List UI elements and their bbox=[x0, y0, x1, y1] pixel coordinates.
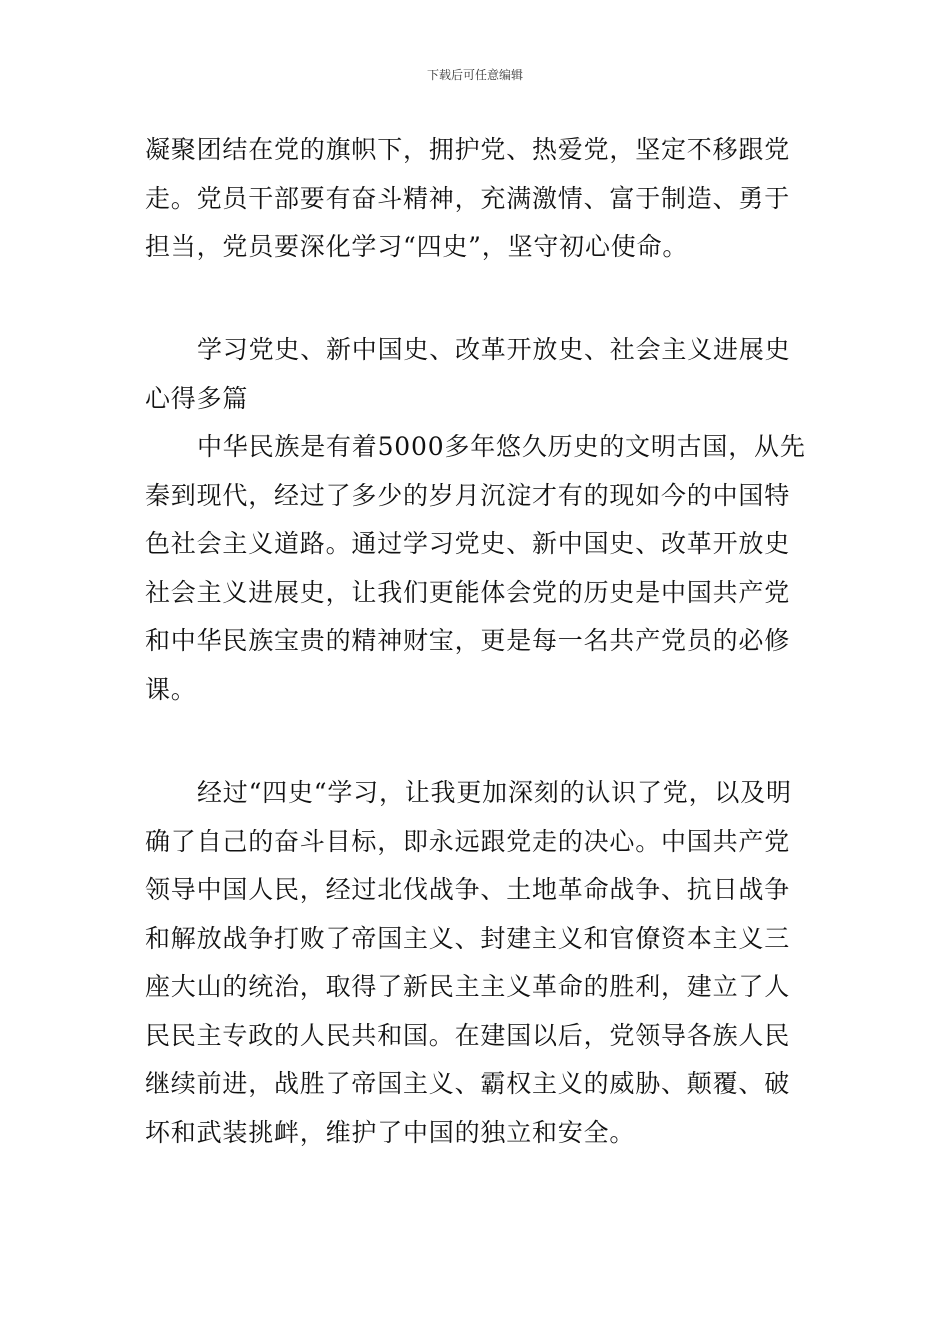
paragraph-text: 经过“四史“学习，让我更加深刻的认识了党，以及明确了自己的奋斗目标，即永远跟党走的决心。中国共产党领导中国人民，经过北伐战争、土地革命战争、抗日战争和解放战争打败了帝国主义、封建主义和官僚资本主义三座大山的统治，取得了新民主主义革命的胜利，建立了人民民主专政的人民共和国。在建国以后，党领导各族人民继续前进，战胜了帝国主义、霸权主义的威胁、颠覆、破坏和武装挑衅，维护了中国的独立和安全。 bbox=[145, 778, 792, 1147]
section-title bbox=[145, 326, 810, 423]
paragraph-text: 中华民族是有着5000多年悠久历史的文明古国，从先秦到现代，经过了多少的岁月沉淀才有的现如今的中国特色社会主义道路。通过学习党史、新中国史、改革开放史社会主义进展史，让我们更能体会党的历史是中国共产党和中华民族宝贵的精神财宝，更是每一名共产党员的必修课。 bbox=[145, 432, 806, 704]
paragraph-text: 凝聚团结在党的旗帜下，拥护党、热爱党，坚定不移跟党走。党员干部要有奋斗精神，充满激情、富于制造、勇于担当，党员要深化学习“四史”，坚守初心使命。 bbox=[145, 135, 791, 261]
page-header-note: 下载后可任意编辑 bbox=[426, 68, 523, 82]
paragraph-continuation bbox=[145, 126, 810, 272]
section-title-text: 学习党史、新中国史、改革开放史、社会主义进展史心得多篇 bbox=[145, 335, 791, 413]
paragraph-body bbox=[145, 769, 810, 1157]
paragraph-intro bbox=[145, 423, 810, 714]
